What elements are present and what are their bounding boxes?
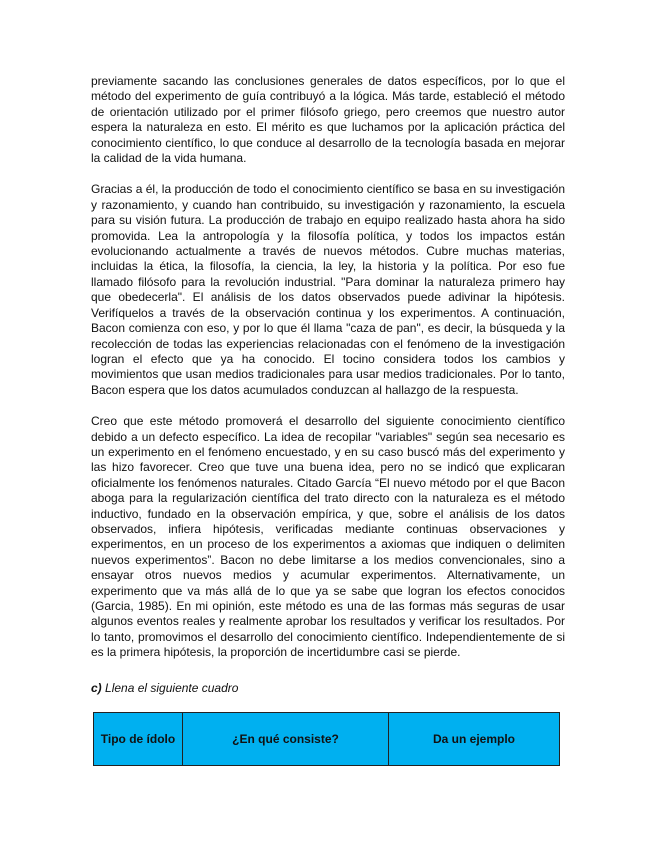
header-da-un-ejemplo: Da un ejemplo <box>389 713 560 766</box>
paragraph-gap <box>91 166 565 182</box>
paragraph-2: Gracias a él, la producción de todo el conocimiento científico se basa en su investigación y razonamiento, y cuando han contribuido, su investigación y razonamiento, la escuela para su visión futura. La producción de trabajo en equipo realizado hasta ahora ha sido promovida. Lea la antropología y la filosofía política, y todos los impactos están evolucionando actualmente a través de nuevos métodos. Cubre muchas materias, incluidas la ética, la filosofía, la ciencia, la ley, la historia y la política. Por eso fue llamado filósofo para la revolución industrial. "Para dominar la naturaleza primero hay que obedecerla". El análisis de los datos observados puede adivinar la hipótesis. Verifíquelos a través de la observación continua y los experimentos. A continuación, Bacon comienza con eso, y por lo que él llama "caza de pan", es decir, la búsqueda y la recolección de todas las experiencias relacionadas con el fenómeno de la investigación logran el efecto que ya ha conocido. El tocino considera todos los cambios y movimientos que usan medios tradicionales para usar medios tradicionales. Por lo tanto, Bacon espera que los datos acumulados conduzcan al hallazgo de la respuesta. <box>91 182 565 397</box>
instruction-line <box>91 681 565 696</box>
paragraph-gap <box>91 398 565 414</box>
paragraph-3: Creo que este método promoverá el desarrollo del siguiente conocimiento científico debido a un defecto específico. La idea de recopilar "variables" según sea necesario es un experimento en el fenómeno encuestado, y en su caso buscó más del experimento y las hizo favorecer. Creo que tuve una buena idea, pero no se indicó que explicaran oficialmente los fenómenos naturales. Citado García “El nuevo método por el que Bacon aboga para la regularización científica del trato directo con la naturaleza es el método inductivo, fundado en la observación empírica, y que, sobre el análisis de los datos observados, infiera hipótesis, verificadas mediante continuas observaciones y experimentos, en un proceso de los experimentos a axiomas que indiquen o delimiten nuevos experimentos”. Bacon no debe limitarse a los medios convencionales, sino a ensayar otros nuevos medios y acumular experimentos. Alternativamente, un experimento que va más allá de lo que ya se sabe que logran los efectos conocidos (Garcia, 1985). En mi opinión, este método es una de las formas más seguras de usar algunos eventos reales y realmente aprobar los resultados y verificar los resultados. Por lo tanto, promovimos el desarrollo del conocimiento científico. Independientemente de si es la primera hipótesis, la proporción de incertidumbre casi se pierde. <box>91 414 565 660</box>
header-en-que-consiste: ¿En qué consiste? <box>183 713 389 766</box>
document-body <box>91 74 565 696</box>
fill-in-table <box>93 712 560 766</box>
paragraph-1: previamente sacando las conclusiones generales de datos específicos, por lo que el método del experimento de guía contribuyó a la lógica. Más tarde, estableció el método de orientación utilizado por el primer filósofo griego, pero creemos que nuestro autor espera la naturaleza en esto. El mérito es que luchamos por la aplicación práctica del conocimiento científico, lo que conduce al desarrollo de la tecnología basada en mejorar la calidad de la vida humana. <box>91 74 565 166</box>
table-header-row <box>94 713 560 766</box>
header-tipo-de-idolo: Tipo de ídolo <box>94 713 183 766</box>
instruction-marker: c) <box>91 680 102 695</box>
instruction-text: Llena el siguiente cuadro <box>105 680 239 695</box>
